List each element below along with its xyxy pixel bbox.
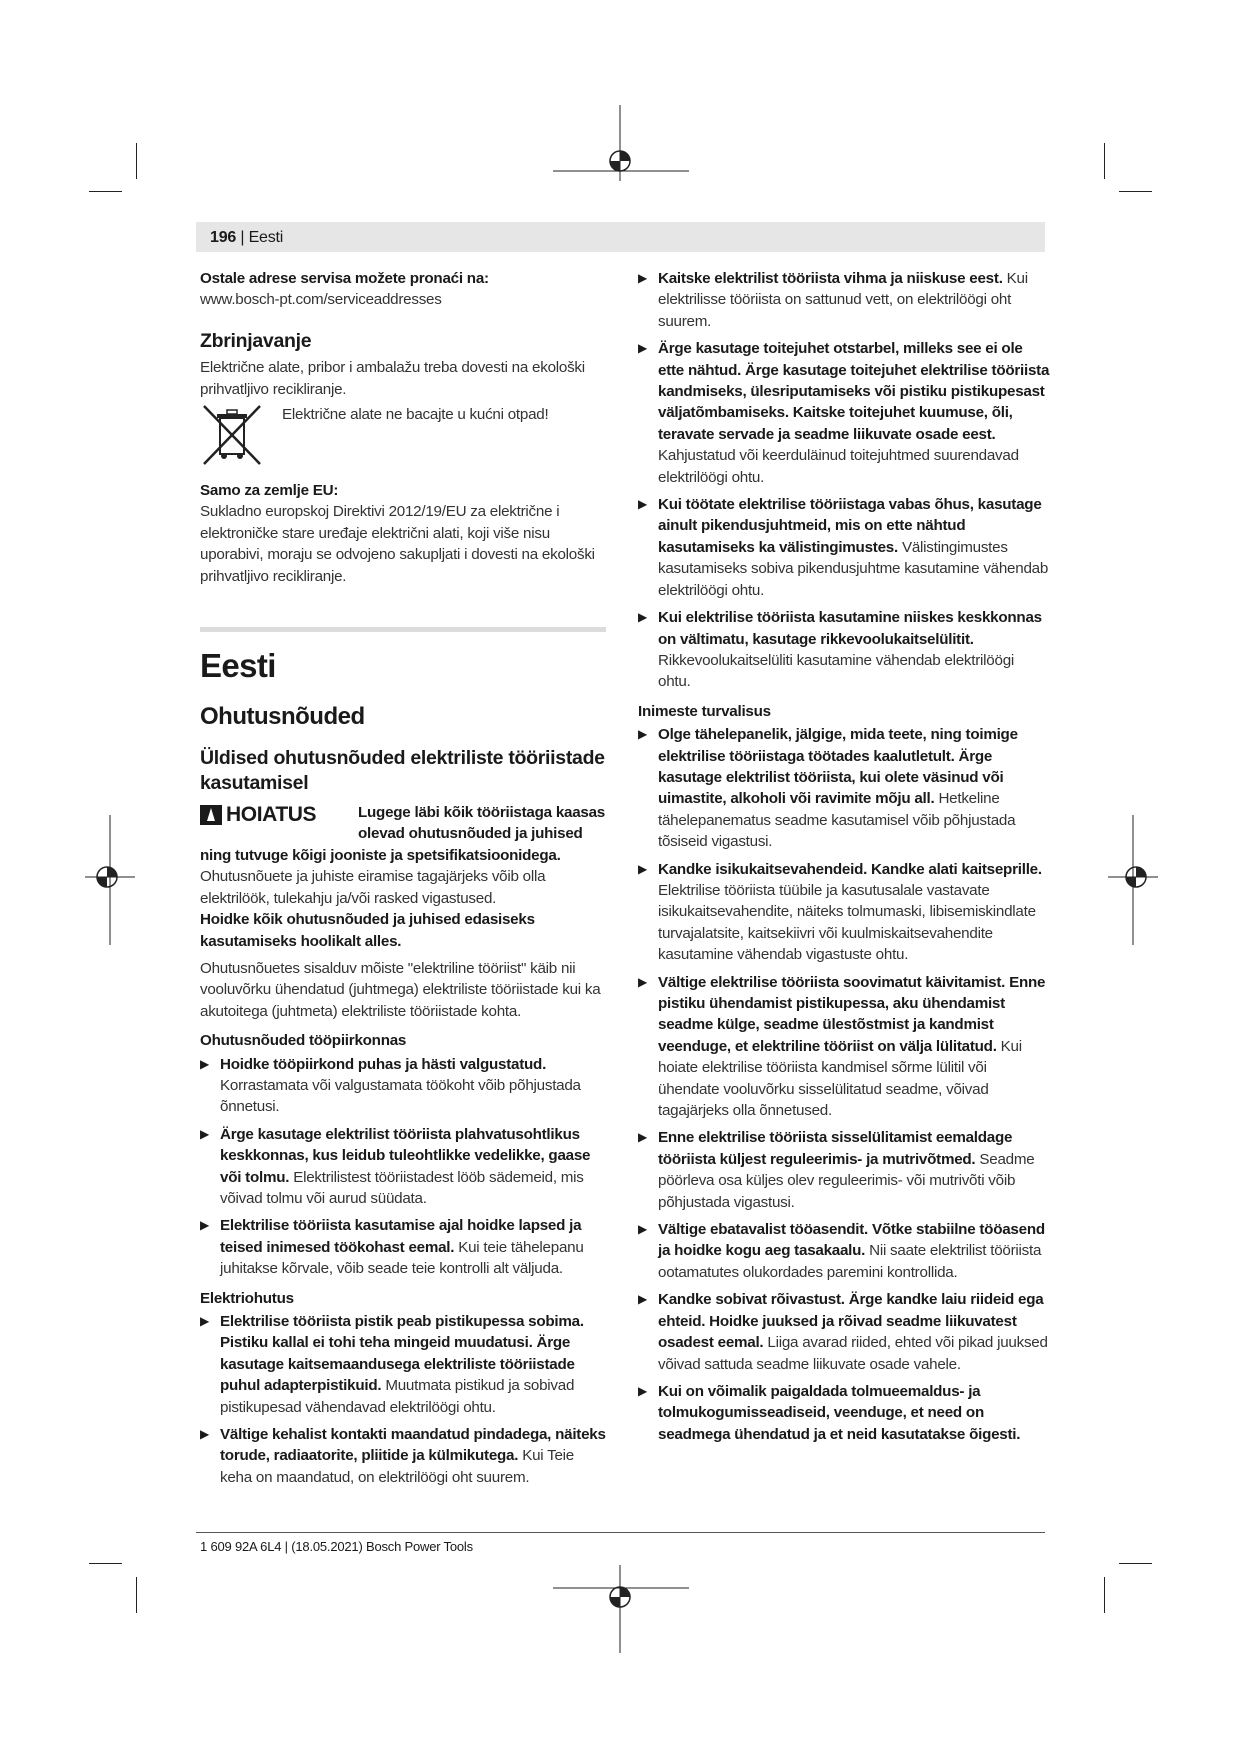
crop-mark <box>1104 1577 1105 1613</box>
weee-row <box>200 404 606 466</box>
bullet-bold: Kandke sobivat rõivastust. Ärge kandke laiu riideid ega ehteid. Hoidke juuksed ja rõivad seadme liikuvatest osadest eemal. <box>658 1291 1044 1352</box>
registration-mark-icon <box>553 105 689 205</box>
section-divider <box>200 627 606 632</box>
list-item <box>200 1054 606 1118</box>
service-label: Ostale adrese servisa možete pronaći na: <box>200 270 489 287</box>
header-separator: | <box>240 229 245 246</box>
bullet-text: Kui teie tähelepanu juhitakse kõrvale, võib seade teie kontrolli alt väljuda. <box>220 1238 584 1278</box>
crop-mark <box>136 143 137 179</box>
list-item <box>638 1127 1050 1213</box>
warning-row <box>200 802 606 845</box>
bullet-bold: Hoidke tööpiirkond puhas ja hästi valgustatud. <box>220 1055 547 1073</box>
bullet-text: Välistingimustes kasutamiseks sobiva pikendusjuhtme kasutamine vähendab elektrilöögi ohtu. <box>658 538 1049 599</box>
page-footer: 1 609 92A 6L4 | (18.05.2021) Bosch Power Tools <box>200 1539 473 1554</box>
crop-mark <box>136 1577 137 1613</box>
bullet-text: Kahjustatud või keerduläinud toitejuhtmed suurendavad elektrilöögi ohtu. <box>658 447 1019 486</box>
bullet-text: Nii saate elektrilist tööriista ootamatutes olukordades paremini kontrollida. <box>658 1242 1042 1281</box>
bullet-bold: Vältige kehalist kontakti maandatud pindadega, näiteks torude, radiaatorite, pliitide ja külmikutega. <box>220 1426 606 1465</box>
bullet-text: Elektrilistest tööriistadest lööb sädemeid, mis võivad tolmu või aurud süüdata. <box>220 1168 584 1207</box>
list-item <box>638 1219 1050 1283</box>
warning-text: Ohutusnõuete ja juhiste eiramise tagajärjeks võib olla elektrilöök, tulekahju ja/või rasked vigastused. <box>200 868 546 907</box>
footer-rule <box>196 1532 1045 1533</box>
bullet-bold: Kaitske elektrilist tööriista vihma ja niiskuse eest. <box>658 270 1003 287</box>
warning-label: HOIATUS <box>226 803 317 827</box>
crop-mark <box>1104 143 1105 179</box>
bullet-bold: Ärge kasutage elektrilist tööriista plahvatusohtlikus keskkonnas, kus leidub tuleohtlikke vedelikke, gaase või tolmu. <box>220 1125 591 1186</box>
list-item <box>638 494 1050 601</box>
registration-mark-icon <box>1108 815 1158 945</box>
bullet-text: Muutmata pistikud ja sobivad pistikupesad vähendavad elektrilöögi ohtu. <box>220 1377 575 1416</box>
term-text: Ohutusnõuetes sisalduv mõiste "elektriline tööriist" käib nii vooluvõrku ühendatud (juhtmega) elektriliste tööriistade kui ka akutoitega (juhtmeta) elektriliste tööriistade kohta. <box>200 959 601 1020</box>
warning-bold-b: ning tutvuge kõigi jooniste ja spetsifikatsioonidega. <box>200 846 561 864</box>
bullet-text: Kui elektrilisse tööriista on sattunud vett, on elektrilöögi oht suurem. <box>658 270 1028 330</box>
header-bar <box>196 222 1045 252</box>
bullet-bold: Kui on võimalik paigaldada tolmueemaldus- ja tolmukogumisseadiseid, veenduge, et need on seadmega ühendatud ja et neid kasutatakse õigesti. <box>658 1382 1021 1443</box>
warning-badge <box>200 802 358 828</box>
bullet-text: Kui hoiate elektrilise tööriista kandmisel sõrme lülitil või ühendate vooluvõrku sisselülitatud seadme, võivad tagajärjeks olla õnnetused. <box>658 1037 1022 1120</box>
bullet-text: Seadme pöörleva osa küljes olev reguleerimis- või mutrivõti võib põhjustada vigastusi. <box>658 1150 1035 1211</box>
bullet-text: Korrastamata või valgustamata töökoht võib põhjustada õnnetusi. <box>220 1076 581 1116</box>
bullet-text: Hetkeline tähelepanematus seadme kasutamisel võib põhjustada tõsiseid vigastusi. <box>658 790 1016 851</box>
workplace-title: Ohutusnõuded tööpiirkonnas <box>200 1032 407 1050</box>
bullet-text: Elektrilise tööriista tüübile ja kasutusalale vastavate isikukaitsevahendite, näiteks tolmumaski, libisemiskindlate turvajalatsite, kaitsekiivri või kuulmiskaitsevahendite kasutamine vähendab vigastuste ohtu. <box>658 881 1036 964</box>
eu-text: Sukladno europskoj Direktivi 2012/19/EU za električne i elektroničke stare uređaje električni alati, koji više nisu uporabivi, moraju se odvojeno sakupljati i dovesti na ekološki prihvatljivo recikliranje. <box>200 503 595 585</box>
service-url[interactable]: www.bosch-pt.com/serviceaddresses <box>200 291 442 309</box>
crop-mark <box>89 191 122 192</box>
bullet-bold: Enne elektrilise tööriista sisselülitamist eemaldage tööriista küljest reguleerimis- ja mutrivõtmed. <box>658 1129 1013 1168</box>
crop-mark <box>1119 191 1152 192</box>
list-item <box>638 972 1050 1122</box>
safety-title: Ohutusnõuded <box>200 703 365 731</box>
crop-mark <box>89 1563 122 1564</box>
disposal-text: Električne alate, pribor i ambalažu treba dovesti na ekološki prihvatljivo recikliranje. <box>200 359 585 398</box>
bullet-bold: Kandke isikukaitsevahendeid. Kandke alati kaitseprille. <box>658 860 1042 878</box>
list-item <box>200 1311 606 1418</box>
bullet-bold: Elektrilise tööriista kasutamise ajal hoidke lapsed ja teised inimesed töökohast eemal. <box>220 1217 582 1256</box>
weee-text: Električne alate ne bacajte u kućni otpad! <box>282 406 549 424</box>
bullet-bold: Kui töötate elektrilise tööriistaga vabas õhus, kasutage ainult pikendusjuhtmeid, mis on ette nähtud kasutamiseks ka välistingimustes. <box>658 496 1042 556</box>
bullet-text: Rikkevoolukaitselüliti kasutamine vähendab elektrilöögi ohtu. <box>658 651 1015 691</box>
left-column <box>200 268 606 1494</box>
list-item <box>638 724 1050 852</box>
bullet-bold: Vältige elektrilise tööriista soovimatut käivitamist. Enne pistiku ühendamist pistikupessa, aku ühendamist seadme külge, seadme ülestõstmist ja kandmist veenduge, et elektriline tööriist on välja lülitatud. <box>658 973 1046 1055</box>
list-item <box>200 1424 606 1488</box>
list-item <box>638 859 1050 966</box>
list-item <box>638 338 1050 488</box>
personal-title: Inimeste turvalisus <box>638 702 771 720</box>
electric-title: Elektriohutus <box>200 1289 294 1307</box>
warning-bold-a: Lugege läbi kõik tööriistaga kaasas olevad ohutusnõuded ja juhised <box>358 804 605 843</box>
registration-mark-icon <box>85 815 135 945</box>
list-item <box>638 268 1050 332</box>
right-column <box>638 268 1050 1451</box>
list-item <box>200 1215 606 1279</box>
list-item <box>638 1289 1050 1375</box>
registration-mark-icon <box>553 1565 689 1655</box>
list-item <box>638 1381 1050 1445</box>
crop-mark <box>1119 1563 1152 1564</box>
list-item <box>200 1124 606 1210</box>
bullet-bold: Olge tähelepanelik, jälgige, mida teete, ning toimige elektrilise tööriistaga töötades kaalutletult. Ärge kasutage elektrilist tööriista, kui olete väsinud või uimastite, alkoholi või ravimite mõju all. <box>658 726 1018 808</box>
eu-title: Samo za zemlje EU: <box>200 482 339 500</box>
bullet-text: Liiga avarad riided, ehted või pikad juuksed võivad sattuda seadme liikuvate osade vahele. <box>658 1334 1048 1373</box>
crossed-bin-icon <box>200 404 264 466</box>
bullet-bold: Vältige ebatavalist tööasendit. Võtke stabiilne tööasend ja hoidke kogu aeg tasakaalu. <box>658 1221 1045 1260</box>
keep-instructions: Hoidke kõik ohutusnõuded ja juhised edasiseks kasutamiseks hoolikalt alles. <box>200 911 535 950</box>
list-item <box>638 607 1050 693</box>
disposal-title: Zbrinjavanje <box>200 329 312 352</box>
page-number: 196 <box>210 229 237 246</box>
warning-triangle-icon <box>200 805 222 825</box>
section-title: Eesti <box>200 647 276 685</box>
bullet-text: Kui Teie keha on maandatud, on elektrilöögi oht suurem. <box>220 1447 574 1486</box>
general-title: Üldised ohutusnõuded elektriliste tööriistade kasutamisel <box>200 747 605 795</box>
bullet-bold: Kui elektrilise tööriista kasutamine niiskes keskkonnas on vältimatu, kasutage rikkevoolukaitselülitit. <box>658 609 1042 648</box>
page-header <box>210 229 283 247</box>
header-language: Eesti <box>248 229 284 246</box>
bullet-bold: Elektrilise tööriista pistik peab pistikupessa sobima. Pistiku kallal ei tohi teha mingeid muudatusi. Ärge kasutage kaitsemaandusega elektriliste tööriistade puhul adapterpistikuid. <box>220 1313 584 1395</box>
bullet-bold: Ärge kasutage toitejuhet otstarbel, milleks see ei ole ette nähtud. Ärge kasutage toitejuhet elektrilise tööriista kandmiseks, ülesriputamiseks või pistiku pistikupesast väljatõmbamiseks. Kaitske toitejuhet kuumuse, õli, teravate servade ja seadme liikuvate osade eest. <box>658 340 1050 443</box>
